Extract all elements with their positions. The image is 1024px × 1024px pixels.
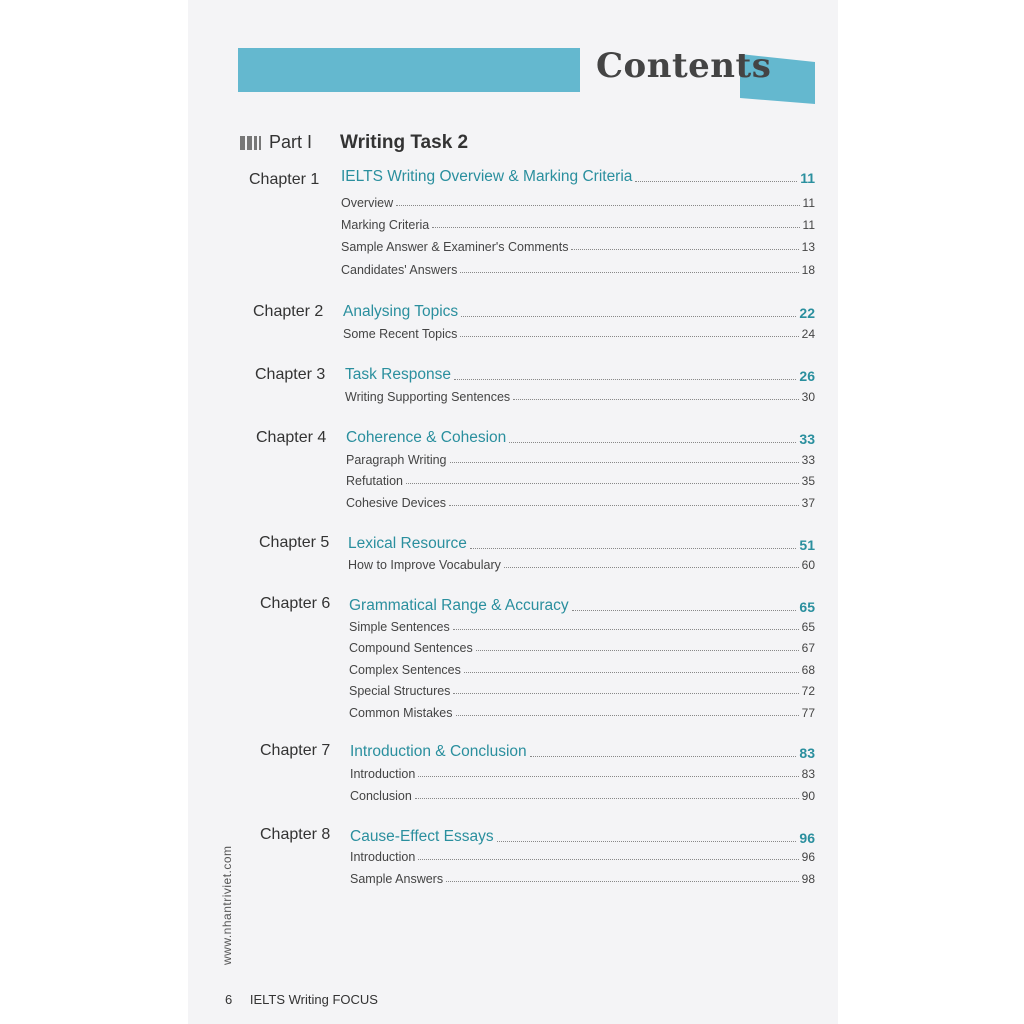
section-title: Conclusion (350, 789, 412, 803)
page-footer (225, 992, 378, 1007)
dot-leader (504, 567, 799, 568)
dot-leader (396, 205, 799, 206)
chapter-page: 33 (799, 431, 815, 447)
dot-leader (509, 442, 796, 443)
section-title: How to Improve Vocabulary (348, 558, 501, 572)
dot-leader (571, 249, 798, 250)
section-entry (341, 263, 815, 277)
dot-leader (456, 715, 799, 716)
dot-leader (418, 859, 798, 860)
chapter-page: 22 (799, 305, 815, 321)
dot-leader (446, 881, 799, 882)
section-entry (349, 684, 815, 698)
section-title: Compound Sentences (349, 641, 473, 655)
chapter-entry (345, 366, 815, 384)
dot-leader (454, 379, 796, 380)
section-entry (341, 240, 815, 254)
section-page: 37 (801, 496, 815, 510)
section-page: 30 (801, 390, 815, 404)
section-page: 72 (801, 684, 815, 698)
section-title: Sample Answer & Examiner's Comments (341, 240, 569, 254)
chapter-entry (346, 429, 815, 447)
section-entry (343, 327, 815, 341)
section-entry (349, 641, 815, 655)
dot-leader (513, 399, 798, 400)
part-heading (240, 132, 312, 153)
chapter-label: Chapter 8 (260, 826, 331, 843)
dot-leader (450, 462, 799, 463)
section-title: Sample Answers (350, 872, 444, 886)
footer-page-number: 6 (225, 992, 233, 1007)
chapter-label: Chapter 7 (260, 742, 331, 759)
dot-leader (572, 610, 797, 611)
dot-leader (453, 693, 798, 694)
section-page: 98 (801, 872, 815, 886)
section-entry (350, 850, 815, 864)
section-title: Common Mistakes (349, 706, 453, 720)
section-title: Introduction (350, 850, 416, 864)
section-page: 83 (801, 767, 815, 781)
side-url: www.nhantriviet.com (220, 845, 234, 965)
section-entry (346, 496, 815, 510)
section-entry (346, 453, 815, 467)
chapter-label: Chapter 5 (259, 534, 330, 551)
chapter-title: Analysing Topics (343, 303, 459, 320)
chapter-label: Chapter 4 (256, 429, 327, 446)
section-title: Candidates' Answers (341, 263, 458, 277)
section-title: Refutation (346, 474, 403, 488)
dot-leader (460, 272, 798, 273)
section-page: 33 (801, 453, 815, 467)
dot-leader (530, 756, 797, 757)
section-entry (349, 620, 815, 634)
section-page: 90 (801, 789, 815, 803)
dot-leader (476, 650, 799, 651)
section-page: 60 (801, 558, 815, 572)
section-entry (341, 196, 815, 210)
section-entry (350, 789, 815, 803)
section-title: Paragraph Writing (346, 453, 447, 467)
chapter-entry (343, 303, 815, 321)
section-page: 68 (801, 663, 815, 677)
dot-leader (453, 629, 799, 630)
part-title: Writing Task 2 (340, 132, 469, 153)
chapter-entry (341, 168, 815, 186)
chapter-title: Lexical Resource (348, 535, 467, 552)
dot-leader (418, 776, 798, 777)
part-bars-icon (240, 136, 261, 150)
chapter-title: Task Response (345, 366, 451, 383)
section-page: 35 (801, 474, 815, 488)
section-title: Simple Sentences (349, 620, 450, 634)
chapter-entry (350, 828, 815, 846)
dot-leader (461, 316, 796, 317)
chapter-page: 51 (799, 537, 815, 553)
dot-leader (415, 798, 799, 799)
section-entry (341, 218, 815, 232)
section-title: Special Structures (349, 684, 451, 698)
chapter-page: 26 (799, 368, 815, 384)
section-title: Complex Sentences (349, 663, 461, 677)
section-entry (346, 474, 815, 488)
footer-book-title: IELTS Writing FOCUS (249, 992, 378, 1007)
chapter-title: Coherence & Cohesion (346, 429, 507, 446)
part-label: Part I (269, 132, 313, 152)
dot-leader (432, 227, 799, 228)
chapter-label: Chapter 1 (249, 171, 320, 188)
book-page (188, 0, 838, 1024)
section-page: 77 (801, 706, 815, 720)
chapter-title: Introduction & Conclusion (350, 743, 527, 760)
section-title: Cohesive Devices (346, 496, 447, 510)
section-page: 24 (801, 327, 815, 341)
section-page: 18 (801, 263, 815, 277)
chapter-entry (349, 597, 815, 615)
section-entry (350, 767, 815, 781)
chapter-page: 11 (800, 170, 815, 186)
section-title: Overview (341, 196, 394, 210)
section-page: 11 (802, 196, 815, 210)
chapter-label: Chapter 6 (260, 595, 331, 612)
chapter-title: Grammatical Range & Accuracy (349, 597, 569, 614)
section-page: 11 (802, 218, 815, 232)
section-page: 13 (801, 240, 815, 254)
chapter-label: Chapter 3 (255, 366, 326, 383)
dot-leader (497, 841, 797, 842)
chapter-title: IELTS Writing Overview & Marking Criteria (341, 168, 633, 185)
dot-leader (464, 672, 799, 673)
dot-leader (406, 483, 799, 484)
section-entry (349, 706, 815, 720)
chapter-page: 83 (799, 745, 815, 761)
chapter-label: Chapter 2 (253, 303, 324, 320)
section-page: 67 (801, 641, 815, 655)
title-band-left (238, 48, 580, 92)
section-entry (350, 872, 815, 886)
page-title: Contents (596, 46, 772, 86)
section-entry (345, 390, 815, 404)
section-entry (348, 558, 815, 572)
section-title: Introduction (350, 767, 416, 781)
section-entry (349, 663, 815, 677)
section-title: Some Recent Topics (343, 327, 458, 341)
dot-leader (460, 336, 798, 337)
dot-leader (635, 181, 797, 182)
dot-leader (449, 505, 799, 506)
chapter-page: 65 (799, 599, 815, 615)
dot-leader (470, 548, 797, 549)
chapter-page: 96 (799, 830, 815, 846)
chapter-entry (350, 743, 815, 761)
section-title: Writing Supporting Sentences (345, 390, 511, 404)
section-title: Marking Criteria (341, 218, 430, 232)
section-page: 65 (801, 620, 815, 634)
chapter-entry (348, 535, 815, 553)
chapter-title: Cause-Effect Essays (350, 828, 494, 845)
section-page: 96 (801, 850, 815, 864)
